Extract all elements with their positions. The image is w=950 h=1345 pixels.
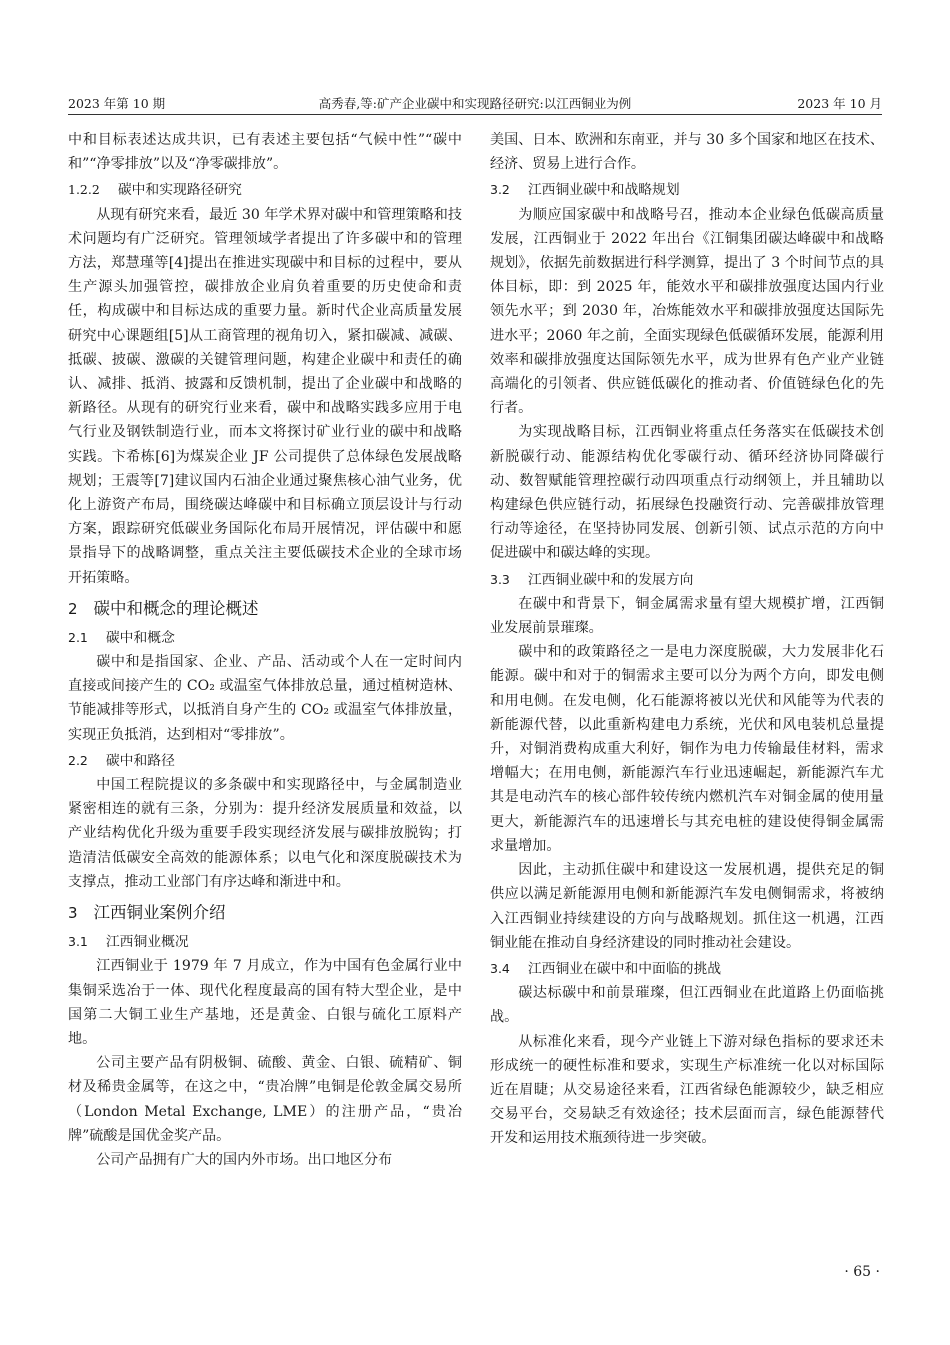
paragraph: 为顺应国家碳中和战略号召，推动本企业绿色低碳高质量发展，江西铜业于 2022 年出台《江铜集团碳达峰碳中和战略规划》，依据先前数据进行科学测算，提出了 3 个时间节点的具体目标，即：到 2025 年，能效水平和碳排放强度达国内行业领先水平；到 2030 年，冶炼能效水平和碳排放强度达国际先进水平；2060 年之前，全面实现绿色低碳循环发展，能源利用效率和碳排放强度达国际领先水平，成为世界有色产业产业链高端化的引领者、供应链低碳化的推动者、价值链绿色化的先行者。 [490,206,884,417]
section-heading-1-2-2 [68,178,462,202]
section-number: 3.1 [68,934,88,950]
section-heading-2 [68,596,462,622]
paragraph: 江西铜业于 1979 年 7 月成立，作为中国有色金属行业中集铜采选冶于一体、现代化程度最高的国有特大型企业，是中国第二大铜工业生产基地，还是黄金、白银与硫化工原料产地。 [68,958,462,1047]
section-number: 1.2.2 [68,182,100,198]
paragraph: 美国、日本、欧洲和东南亚，并与 30 多个国家和地区在技术、经济、贸易上进行合作。 [490,132,884,173]
section-number: 3.4 [490,960,510,976]
paragraph: 碳中和的政策路径之一是电力深度脱碳，大力发展非化石能源。碳中和对于的铜需求主要可以分为两个方向，即发电侧和用电侧。在发电侧，化石能源将被以光伏和风能等为代表的新能源代替，以此重新构建电力系统，光伏和风电装机总量提升，对铜消费构成重大利好，铜作为电力传输最佳材料，需求增幅大；在用电侧，新能源汽车行业迅速崛起，新能源汽车尤其是电动汽车的核心部件较传统内燃机汽车对铜金属的使用量更大，新能源汽车的迅速增长与其充电桩的建设使得铜金属需求量增加。 [490,644,884,854]
paragraph: 公司产品拥有广大的国内外市场。出口地区分布 [96,1151,393,1168]
paragraph: 公司主要产品有阴极铜、硫酸、黄金、白银、硫精矿、铜材及稀贵金属等，在这之中，“贵冶牌”电铜是伦敦金属交易所（London Metal Exchange, LME）的注册产品，“贵冶牌”硫酸是国优金奖产品。 [68,1055,462,1144]
article-running-title: 高秀春,等:矿产企业碳中和实现路径研究:以江西铜业为例 [318,96,632,111]
right-column [490,128,884,1151]
section-heading-3-2 [490,178,884,202]
section-heading-3 [68,900,462,926]
section-number: 2.1 [68,629,88,645]
section-number: 2.2 [68,752,88,768]
issue-date: 2023 年 10 月 [797,96,882,111]
journal-issue: 2023 年第 10 期 [68,96,166,111]
section-heading-2-1 [68,626,462,650]
paragraph: 中国工程院提议的多条碳中和实现路径中，与金属制造业紧密相连的就有三条，分别为：提升经济发展质量和效益，以产业结构优化升级为重要手段实现经济发展与碳排放脱钩；打造清洁低碳安全高效的能源体系；以电气化和深度脱碳技术为支撑点，推动工业部门有序达峰和渐进中和。 [68,777,462,890]
section-title: 江西铜业概况 [105,934,189,951]
page-number: · 65 · [844,1264,880,1280]
section-number: 3.3 [490,571,510,587]
running-header [68,92,882,115]
paragraph: 因此，主动抓住碳中和建设这一发展机遇，提供充足的铜供应以满足新能源用电侧和新能源汽车发电侧铜需求，将被纳入江西铜业持续建设的方向与战略规划。抓住这一机遇，江西铜业能在推动自身经济建设的同时推动社会建设。 [490,862,884,951]
section-title: 江西铜业碳中和的发展方向 [527,571,694,588]
section-title: 碳中和概念的理论概述 [93,598,259,618]
paragraph: 从标准化来看，现今产业链上下游对绿色指标的要求还未形成统一的硬性标准和要求，实现生产标准统一化以对标国际近在眉睫；从交易途径来看，江西省绿色能源较少，缺乏相应交易平台，交易缺乏有效途径；技术层面而言，绿色能源替代开发和运用技术瓶颈待进一步突破。 [490,1033,884,1147]
section-number: 3.2 [490,182,510,198]
section-title: 江西铜业在碳中和中面临的挑战 [527,960,722,977]
paragraph: 在碳中和背景下，铜金属需求量有望大规模扩增，江西铜业发展前景璀璨。 [490,595,884,637]
section-title: 碳中和实现路径研究 [117,182,242,199]
section-heading-3-3 [490,568,884,592]
paragraph: 中和目标表述达成共识，已有表述主要包括“气候中性”“碳中和”“净零排放”以及“净零碳排放”。 [68,132,462,173]
section-heading-3-1 [68,930,462,954]
paragraph: 从现有研究来看，最近 30 年学术界对碳中和管理策略和技术问题均有广泛研究。管理领域学者提出了许多碳中和的管理方法，郑慧瑾等[4]提出在推进实现碳中和目标的过程中，要从生产源头加强管控，碳排放企业肩负着重要的历史使命和责任，构成碳中和目标达成的重要力量。新时代企业高质量发展研究中心课题组[5]从工商管理的视角切入，紧扣碳减、减碳、抵碳、披碳、激碳的关键管理问题，构建企业碳中和责任的确认、减排、抵消、披露和反馈机制，提出了企业碳中和战略的新路径。从现有的研究行业来看，碳中和战略实践多应用于电气行业及钢铁制造行业，而本文将探讨矿业行业的碳中和战略实践。卞希栋[6]为煤炭企业 JF 公司提供了总体绿色发展战略规划；王震等[7]建议国内石油企业通过聚焦核心油气业务，优化上游资产布局，围绕碳达峰碳中和目标确立顶层设计与行动方案，跟踪研究低碳业务国际化布局开展情况，评估碳中和愿景指导下的战略调整，重点关注主要低碳技术企业的全球市场开拓策略。 [68,206,462,586]
section-number: 3 [68,904,78,923]
paragraph: 碳达标碳中和前景璀璨，但江西铜业在此道路上仍面临挑战。 [490,985,884,1026]
section-title: 碳中和概念 [105,629,175,646]
paragraph: 碳中和是指国家、企业、产品、活动或个人在一定时间内直接或间接产生的 CO₂ 或温室气体排放总量，通过植树造林、节能减排等形式，以抵消自身产生的 CO₂ 或温室气体排放量，实现正负抵消，达到相对“零排放”。 [68,654,462,743]
left-column [68,128,462,1172]
section-title: 江西铜业案例介绍 [93,903,226,923]
section-heading-3-4 [490,957,884,981]
paragraph: 为实现战略目标，江西铜业将重点任务落实在低碳技术创新脱碳行动、能源结构优化零碳行动、循环经济协同降碳行动、数智赋能管理控碳行动四项重点行动纲领上，并且辅助以构建绿色供应链行动，拓展绿色投融资行动、完善碳排放管理行动等途径，在坚持协同发展、创新引领、试点示范的方向中促进碳中和碳达峰的实现。 [490,424,884,562]
section-number: 2 [68,599,78,618]
section-title: 碳中和路径 [105,752,175,769]
section-heading-2-2 [68,749,462,773]
section-title: 江西铜业碳中和战略规划 [527,182,680,199]
